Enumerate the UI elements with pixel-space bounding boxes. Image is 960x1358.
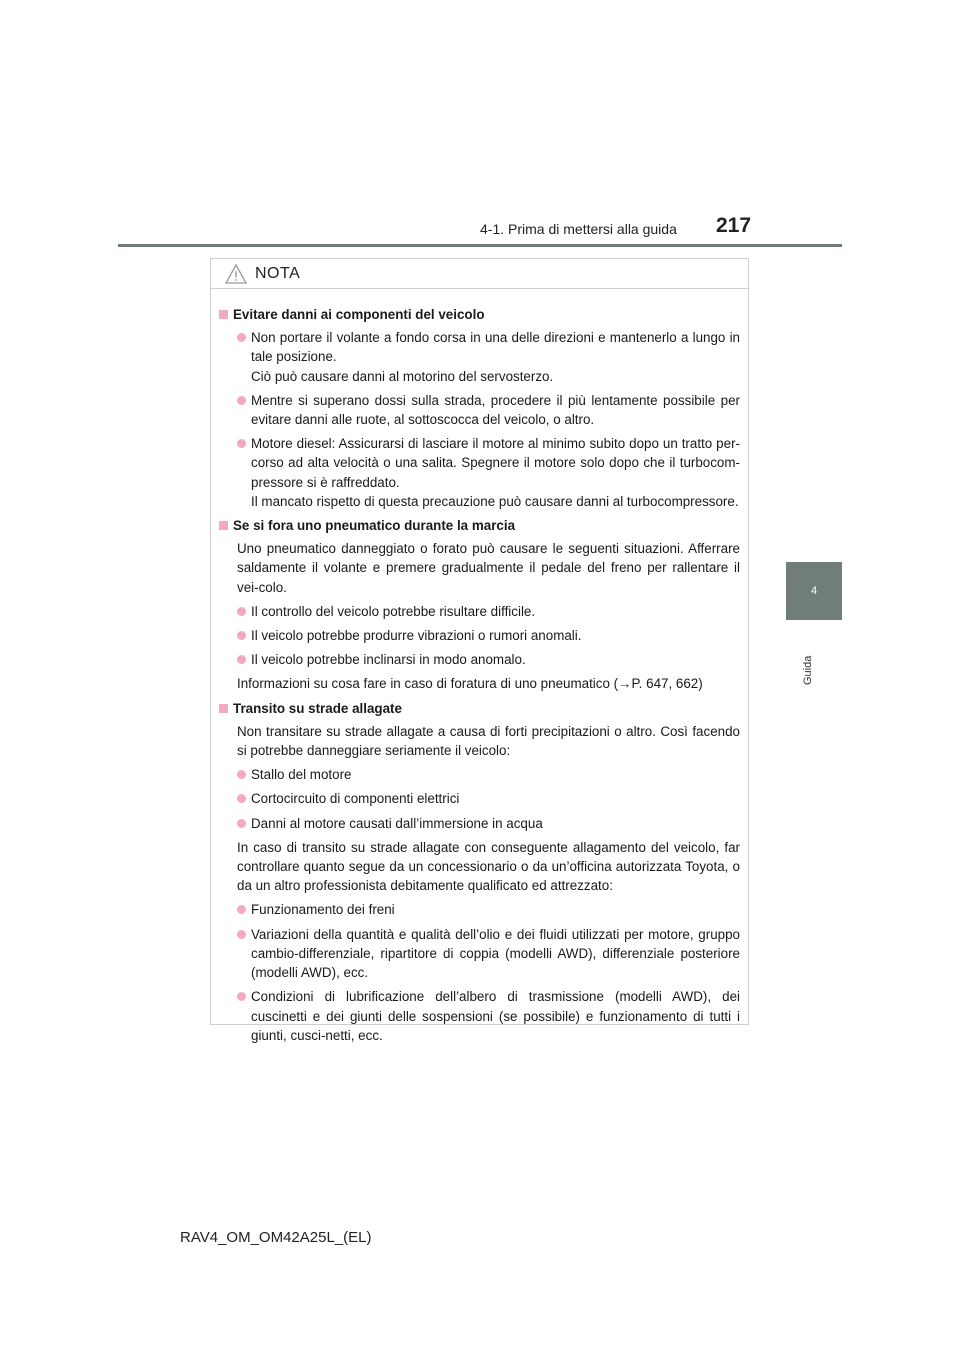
bullet-dot-icon	[237, 396, 246, 405]
bullet-item	[219, 814, 740, 833]
section-title-text: Transito su strade allagate	[233, 700, 402, 716]
bullet-text: Danni al motore causati dall’immersione in acqua	[251, 815, 543, 831]
bullet-dot-icon	[237, 631, 246, 640]
bullet-item	[219, 765, 740, 784]
nota-section	[219, 305, 740, 511]
bullet-text: Stallo del motore	[251, 767, 352, 783]
bullet-text: Condizioni di lubrificazione dell’albero di trasmissione (modelli AWD), dei cuscinetti e dei giunti delle sospensioni (se possibile) e funzionamento di tutti i giunti, cusci-netti, ecc.	[251, 989, 740, 1043]
warning-triangle-icon	[225, 264, 247, 284]
section-title-text: Evitare danni ai componenti del veicolo	[233, 307, 485, 322]
bullet-text: Mentre si superano dossi sulla strada, procedere il più lentamente possibile per evitare danni alle ruote, al sottoscocca del veicolo, o altro.	[251, 392, 740, 428]
square-bullet-icon	[219, 704, 228, 713]
header-divider	[118, 244, 842, 247]
square-bullet-icon	[219, 521, 228, 530]
nota-box	[210, 258, 749, 1043]
bullet-dot-icon	[237, 607, 246, 616]
section-title	[219, 305, 740, 324]
section-title	[219, 699, 740, 718]
bullet-text: Il veicolo potrebbe produrre vibrazioni o rumori anomali.	[251, 628, 582, 644]
section-title	[219, 516, 740, 535]
bullet-item	[219, 626, 740, 645]
section-title-text: Se si fora uno pneumatico durante la marcia	[233, 518, 516, 534]
bullet-item	[219, 328, 740, 386]
bullet-dot-icon	[237, 930, 246, 939]
bullet-text: Il controllo del veicolo potrebbe risultare difficile.	[251, 603, 536, 619]
bullet-text: Il veicolo potrebbe inclinarsi in modo anomalo.	[251, 652, 526, 668]
section-paragraph: Uno pneumatico danneggiato o forato può causare le seguenti situazioni. Afferrare saldamente il volante e premere gradualmente il pedale del freno per rallentare il vei-colo.	[237, 541, 740, 595]
bullet-text: Variazioni della quantità e qualità dell’olio e dei fluidi utilizzati per motore, gruppo cambio-differenziale, ripartitore di coppia (modelli AWD), differenziale posteriore (modelli AWD), ecc.	[251, 926, 740, 981]
page-number: 217	[716, 214, 752, 237]
square-bullet-icon	[219, 310, 228, 319]
nota-section	[219, 699, 740, 1045]
section-paragraph: Non transitare su strade allagate a causa di forti precipitazioni o altro. Così facendo si potrebbe danneggiare seriamente il veicolo:	[237, 723, 740, 759]
nota-header	[211, 259, 748, 289]
section-paragraph: Informazioni su cosa fare in caso di foratura di uno pneumatico (→P. 647, 662)	[237, 676, 703, 692]
bullet-text: Cortocircuito di componenti elettrici	[251, 791, 460, 807]
bullet-dot-icon	[237, 794, 246, 803]
bullet-item	[219, 789, 740, 808]
bullet-dot-icon	[237, 819, 246, 828]
section-header-title: 4-1. Prima di mettersi alla guida	[480, 221, 677, 237]
chapter-tab[interactable]	[786, 562, 842, 620]
bullet-text: Motore diesel: Assicurarsi di lasciare il motore al minimo subito dopo un tratto per-corso ad alta velocità o una salita. Spegnere il motore solo dopo che il turbocom-pressore si è raffreddato. Il mancato rispetto di questa precauzione può causare danni al turbocompressore.	[251, 436, 740, 509]
bullet-item	[219, 900, 740, 919]
bullet-dot-icon	[237, 333, 246, 342]
chapter-tab-number: 4	[810, 585, 818, 597]
bullet-dot-icon	[237, 655, 246, 664]
bullet-dot-icon	[237, 992, 246, 1001]
bullet-item	[219, 602, 740, 621]
nota-title: NOTA	[255, 264, 301, 282]
bullet-dot-icon	[237, 905, 246, 914]
bullet-item	[219, 650, 740, 669]
document-code: RAV4_OM_OM42A25L_(EL)	[180, 1229, 372, 1246]
bullet-item	[219, 987, 740, 1045]
chapter-tab-label: Guida	[802, 655, 814, 685]
bullet-text: Funzionamento dei freni	[251, 902, 395, 918]
bullet-item	[219, 391, 740, 429]
bullet-item	[219, 925, 740, 983]
bullet-item	[219, 434, 740, 511]
bullet-text: Non portare il volante a fondo corsa in una delle direzioni e mantenerlo a lungo in tale posizione. Ciò può causare danni al motorino del servosterzo.	[251, 330, 740, 384]
bullet-dot-icon	[237, 439, 246, 448]
section-paragraph: In caso di transito su strade allagate con conseguente allagamento del veicolo, far controllare quanto segue da un concessionario o da un’officina autorizzata Toyota, o da un altro professionista debitamente qualificato ed attrezzato:	[237, 839, 740, 894]
nota-section	[219, 516, 740, 694]
bullet-dot-icon	[237, 770, 246, 779]
nota-body	[211, 289, 748, 1045]
